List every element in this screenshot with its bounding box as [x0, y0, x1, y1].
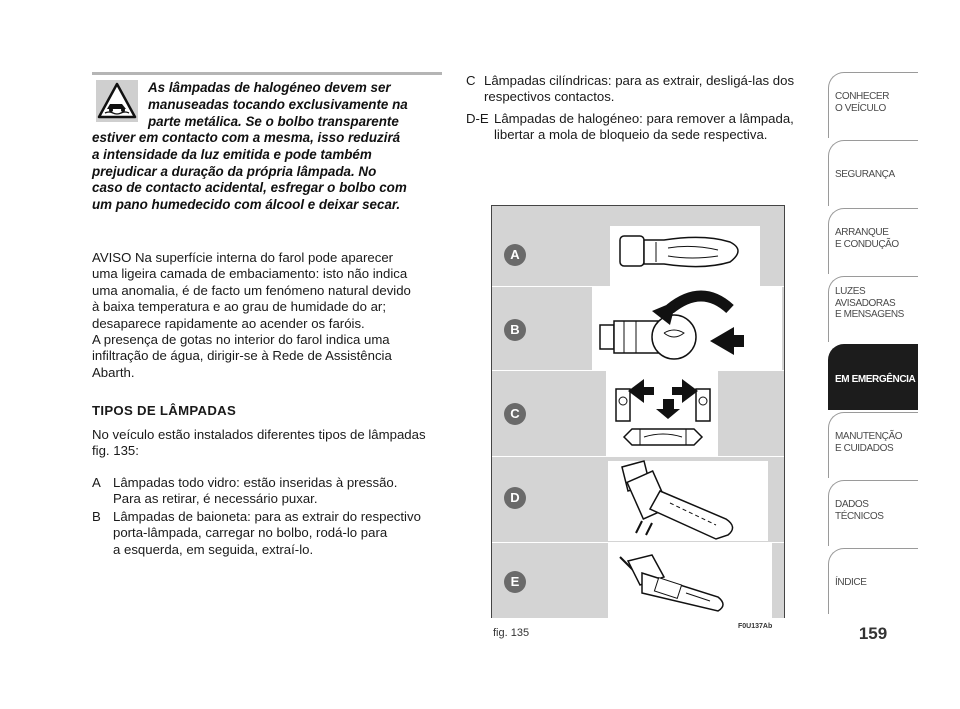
list-item-a [92, 475, 447, 508]
item-line: Lâmpadas de halogéneo: para remover a lâmpada, [494, 111, 794, 126]
aviso-line: uma anomalia, é de facto um fenómeno natural devido [92, 282, 411, 298]
panel-badge: E [504, 571, 526, 593]
list-item-c [466, 73, 816, 106]
tab-manutencao-e-cuidados[interactable] [828, 412, 918, 478]
aviso-line: Abarth. [92, 364, 135, 380]
aviso-line: desaparece rapidamente ao acender os faróis. [92, 315, 365, 331]
intro-line: fig. 135: [92, 443, 139, 459]
panel-badge: D [504, 487, 526, 509]
tab-label: ARRANQUE E CONDUÇÃO [835, 227, 899, 250]
glass-wedge-bulb-icon [492, 206, 784, 286]
panel-badge: C [504, 403, 526, 425]
figure-panel-d [492, 457, 784, 542]
intro-line: No veículo estão instalados diferentes tipos de lâmpadas [92, 427, 426, 442]
item-label: D-E [466, 111, 489, 126]
item-line: Para as retirar, é necessário puxar. [113, 491, 318, 507]
tab-conhecer-o-veiculo[interactable] [828, 72, 918, 138]
item-label: B [92, 509, 101, 524]
tab-luzes-avisadoras[interactable] [828, 276, 918, 342]
warning-line: As lâmpadas de halogéneo devem ser [148, 80, 391, 95]
aviso-line: infiltração de água, dirigir-se à Rede de Assistência [92, 348, 392, 364]
panel-badge: A [504, 244, 526, 266]
item-line: a esquerda, em seguida, extraí-lo. [113, 541, 314, 557]
aviso-line: à baixa temperatura e ao grau de humidade do ar; [92, 299, 386, 315]
tab-dados-tecnicos[interactable] [828, 480, 918, 546]
halogen-h1-bulb-icon [492, 543, 784, 618]
aviso-line: AVISO Na superfície interna do farol pode aparecer [92, 250, 394, 265]
section-intro [92, 427, 444, 460]
page-number: 159 [858, 624, 888, 643]
item-line: respectivos contactos. [484, 89, 615, 105]
car-in-water-warning-icon [96, 80, 138, 122]
figure-panel-c [492, 371, 784, 456]
item-line: Lâmpadas todo vidro: estão inseridas à pressão. [113, 475, 398, 490]
tab-label: MANUTENÇÃO E CUIDADOS [835, 431, 903, 454]
tab-arranque-e-conducao[interactable] [828, 208, 918, 274]
warning-line: estiver em contacto com a mesma, isso reduzirá [92, 130, 401, 145]
item-line: Lâmpadas de baioneta: para as extrair do respectivo [113, 509, 421, 524]
item-label: C [466, 73, 476, 88]
warning-line: manuseadas tocando exclusivamente na [148, 96, 408, 112]
figure-panel-b [492, 287, 784, 370]
tab-label: SEGURANÇA [835, 169, 895, 180]
figure-code: F0U137Ab [738, 623, 773, 630]
warning-line: prejudicar a duração da própria lâmpada. No [92, 163, 377, 179]
figure-panel-e [492, 543, 784, 618]
tab-label: LUZES AVISADORAS E MENSAGENS [835, 286, 904, 320]
warning-line: a intensidade da luz emitida e pode também [92, 146, 372, 162]
aviso-paragraph [92, 250, 442, 381]
figure-caption: fig. 135 [493, 627, 530, 639]
list-item-d-e [466, 111, 816, 144]
tab-label: CONHECER O VEÍCULO [835, 91, 890, 114]
tab-label: DADOS TÉCNICOS [835, 499, 884, 522]
warning-line: caso de contacto acidental, esfregar o bolbo com [92, 180, 407, 196]
item-line: porta-lâmpada, carregar no bolbo, rodá-lo para [113, 525, 388, 541]
tab-seguranca[interactable] [828, 140, 918, 206]
list-item-b [92, 509, 447, 559]
item-line: libertar a mola de bloqueio da sede respectiva. [494, 127, 768, 143]
panel-badge: B [504, 319, 526, 341]
item-line: Lâmpadas cilíndricas: para as extrair, desligá-las dos [484, 73, 795, 88]
bayonet-bulb-icon [492, 287, 784, 370]
tab-label: EM EMERGÊNCIA [835, 374, 916, 385]
festoon-bulb-icon [492, 371, 784, 456]
item-label: A [92, 475, 101, 490]
aviso-line: A presença de gotas no interior do farol indica uma [92, 332, 390, 348]
halogen-h7-bulb-icon [492, 457, 784, 542]
figure-panel-a [492, 206, 784, 286]
aviso-line: uma ligeira camada de embaciamento: isto não indica [92, 266, 408, 282]
warning-rule [92, 72, 442, 75]
section-heading: TIPOS DE LÂMPADAS [92, 403, 237, 418]
lamp-types-figure [491, 205, 785, 618]
warning-text-first [148, 80, 440, 130]
warning-line: um pano humedecido com álcool e deixar secar. [92, 197, 401, 213]
warning-text-rest [92, 130, 444, 214]
tab-indice[interactable] [828, 548, 918, 614]
warning-line: parte metálica. Se o bolbo transparente [148, 113, 399, 129]
tab-em-emergencia[interactable] [828, 344, 918, 410]
tab-label: ÍNDICE [835, 577, 867, 588]
